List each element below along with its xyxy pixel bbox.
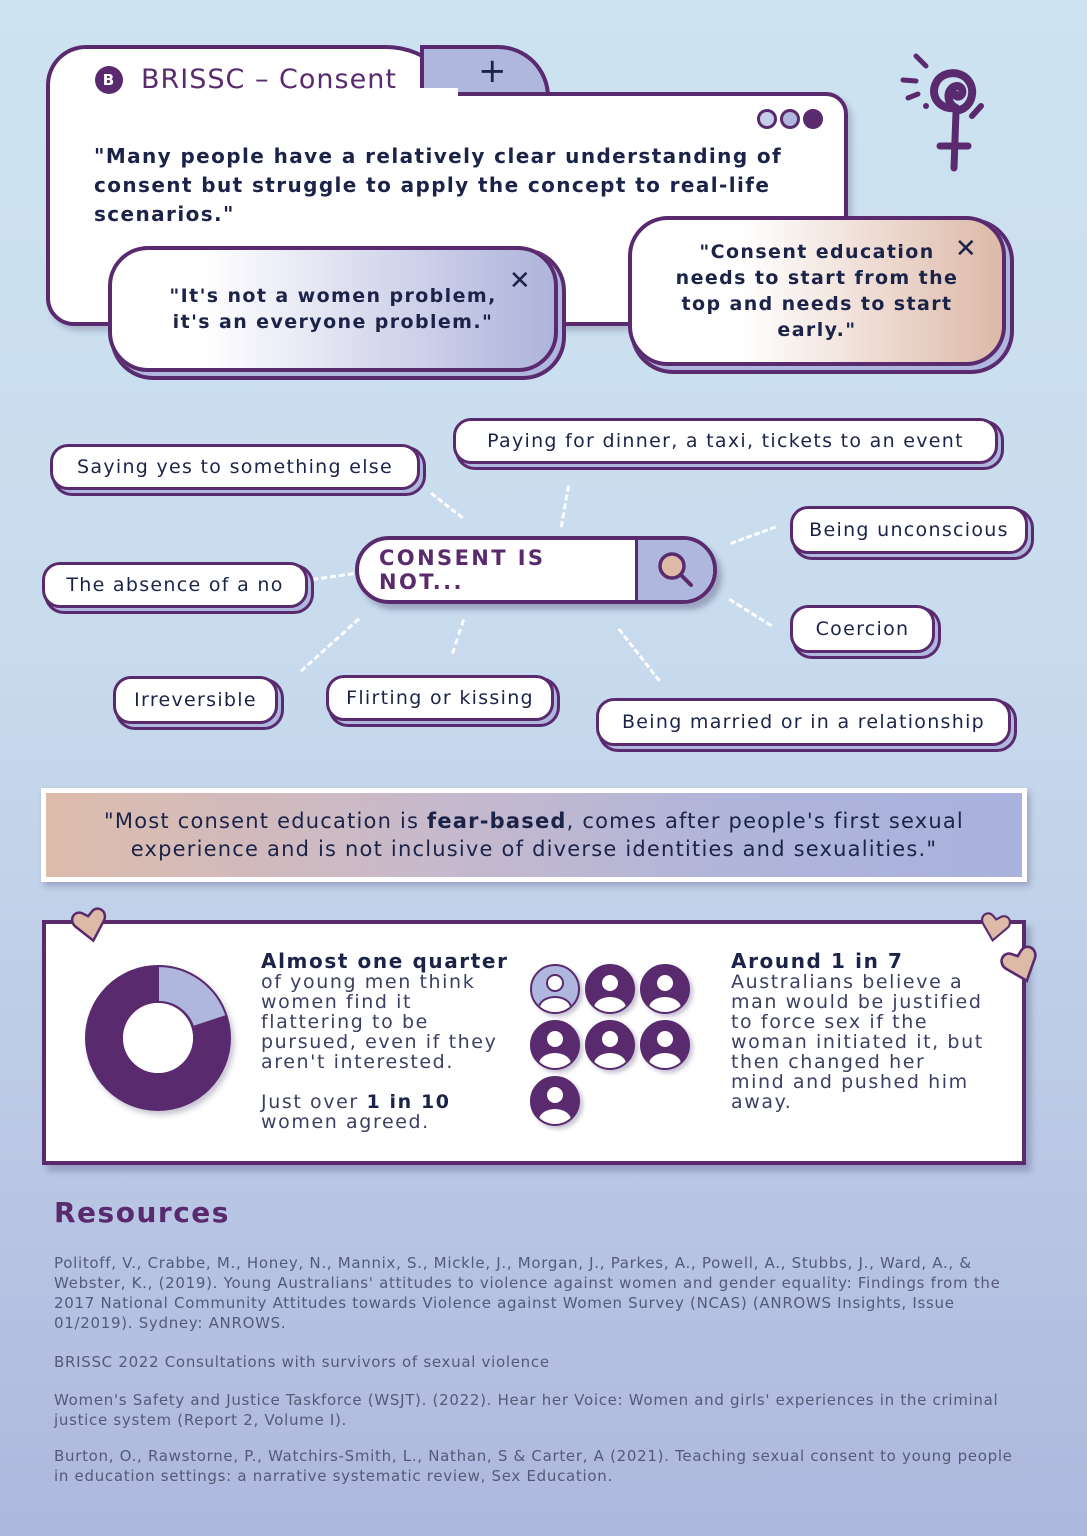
pill-label: Being married or in a relationship — [621, 711, 986, 733]
stat-young-men: Almost one quarter of young men think women find it flattering to be pursued, even if they aren't interested. — [261, 949, 509, 1073]
heart-icon — [978, 910, 1012, 944]
main-quote: "Many people have a relatively clear understanding of consent but struggle to apply the concept to real-life scenarios." — [94, 144, 783, 226]
pill-saying-yes[interactable] — [50, 444, 420, 490]
connector — [312, 572, 354, 581]
window-controls — [757, 109, 823, 129]
close-icon[interactable]: ✕ — [954, 234, 978, 264]
window-dot-3[interactable] — [803, 109, 823, 129]
window-dot-1[interactable] — [757, 109, 777, 129]
pill-label: Flirting or kissing — [346, 687, 534, 709]
window-dot-2[interactable] — [780, 109, 800, 129]
brissc-badge-icon: B — [95, 66, 123, 94]
window-title-text: BRISSC – Consent — [141, 64, 397, 95]
connector — [300, 618, 360, 672]
pill-label: Being unconscious — [809, 519, 1009, 541]
pill-absence-of-no[interactable] — [42, 562, 308, 608]
window-title — [95, 64, 397, 95]
person-icon-highlighted — [530, 964, 580, 1014]
search-label: CONSENT IS NOT... — [379, 546, 546, 594]
connector — [618, 628, 661, 682]
fear-based-quote-banner — [41, 788, 1027, 882]
pill-label: Coercion — [815, 618, 910, 640]
pill-label: The absence of a no — [66, 574, 284, 596]
person-icon — [585, 1020, 635, 1070]
consent-search-bar[interactable] — [355, 536, 717, 604]
person-icon — [640, 1020, 690, 1070]
reference-item: Politoff, V., Crabbe, M., Honey, N., Mannix, S., Mickle, J., Morgan, J., Parkes, A., Powell, A., Stubbs, J., Ward, A., & Webster, K., (2019). Young Australians' attitudes to violence against women and gender equality: Findings from the 2017 National Community Attitudes towards Violence against Women Survey (NCAS) (ANROWS Insights, Issue 01/2019). Sydney: ANROWS. — [54, 1254, 1001, 1332]
pill-unconscious[interactable] — [790, 506, 1028, 554]
heart-icon — [1000, 944, 1042, 986]
search-icon — [654, 548, 698, 592]
reference-item: Burton, O., Rawstorne, P., Watchirs-Smith, L., Nathan, S & Carter, A (2021). Teaching sexual consent to young people in education settings: a narrative systematic review, Sex Education. — [54, 1447, 1013, 1485]
connector — [430, 492, 463, 519]
connector — [730, 526, 776, 545]
pill-married[interactable] — [596, 698, 1011, 746]
connector — [728, 598, 772, 627]
reference-item: BRISSC 2022 Consultations with survivors of sexual violence — [54, 1353, 550, 1371]
stat-one-in-seven: Around 1 in 7 Australians believe a man would be justified to force sex if the woman initiated it, but then changed her mind and pushed him away. — [731, 949, 984, 1113]
person-icon — [530, 1076, 580, 1126]
person-icon — [530, 1020, 580, 1070]
reference-item: Women's Safety and Justice Taskforce (WSJT). (2022). Hear her Voice: Women and girls' experiences in the criminal justice system (Report 2, Volume I). — [54, 1391, 999, 1429]
bubble-text: "Consent education needs to start from the top and needs to start early." — [675, 241, 959, 341]
heart-icon — [70, 905, 110, 945]
donut-chart — [84, 964, 232, 1112]
pill-coercion[interactable] — [790, 605, 935, 653]
pill-label: Irreversible — [134, 689, 257, 711]
pill-paying[interactable] — [453, 418, 998, 464]
connector — [451, 619, 465, 654]
pill-irreversible[interactable] — [113, 676, 278, 724]
resources-heading: Resources — [54, 1196, 230, 1229]
pill-label: Saying yes to something else — [77, 456, 393, 478]
close-icon[interactable]: ✕ — [508, 266, 532, 296]
pill-flirting[interactable] — [326, 675, 554, 721]
search-button[interactable] — [635, 540, 713, 600]
connector — [560, 485, 570, 527]
stat-women-agreed: Just over 1 in 10 women agreed. — [261, 1091, 451, 1133]
person-icon — [640, 964, 690, 1014]
quote-bubble-early — [628, 216, 1006, 366]
pill-label: Paying for dinner, a taxi, tickets to an event — [487, 430, 964, 452]
quote-bubble-everyone — [108, 246, 558, 372]
plus-icon[interactable]: + — [478, 51, 507, 91]
person-icon — [585, 964, 635, 1014]
people-pictogram — [530, 964, 695, 1126]
banner-text: "Most consent education is fear-based, comes after people's first sexual experience and is not inclusive of diverse identities and sexualities." — [104, 809, 964, 861]
female-spiral-logo-icon — [898, 50, 998, 175]
bubble-text: "It's not a women problem, it's an everyone problem." — [169, 285, 497, 333]
